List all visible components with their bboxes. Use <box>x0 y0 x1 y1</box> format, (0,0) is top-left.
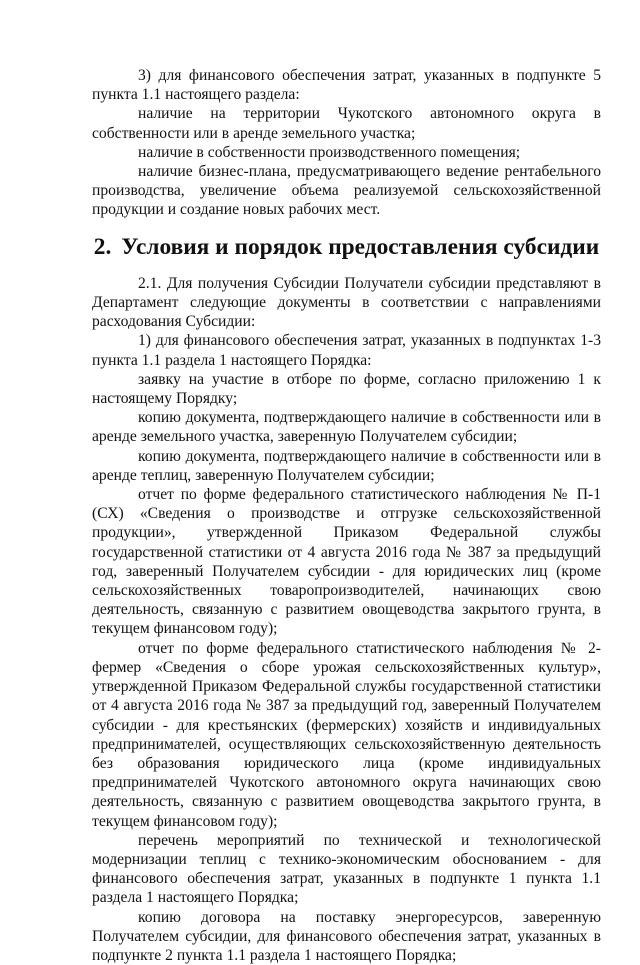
paragraph: 2.1. Для получения Субсидии Получатели субсидии представляют в Департамент следующие документы в соответствии с направлениями расходования Субсидии: <box>92 274 601 331</box>
section-heading <box>92 233 601 260</box>
paragraph: отчет по форме федерального статистического наблюдения № 2-фермер «Сведения о сборе урожая сельскохозяйственных культур», утвержденной Приказом Федеральной службы государственной статистики от 4 августа 2016 года № 387 за предыдущий год, заверенный Получателем субсидии - для крестьянских (фермерских) хозяйств и индивидуальных предпринимателей, осуществляющих сельскохозяйственную деятельность без образования юридического лица (кроме индивидуальных предпринимателей Чукотского автономного округа начинающих свою деятельность, связанную с развитием овощеводства закрытого грунта, в текущем финансовом году); <box>92 639 601 830</box>
paragraph: 1) для финансового обеспечения затрат, указанных в подпунктах 1-3 пункта 1.1 раздела 1 настоящего Порядка: <box>92 332 601 369</box>
section-number: 2. <box>93 233 112 260</box>
bottom-paragraphs <box>92 274 601 965</box>
paragraph: наличие бизнес-плана, предусматривающего ведение рентабельного производства, увеличение объема реализуемой сельскохозяйственной продукции и создание новых рабочих мест. <box>92 163 601 219</box>
paragraph: перечень мероприятий по технической и технологической модернизации теплиц с технико-экономическим обоснованием - для финансового обеспечения затрат, указанных в подпункте 1 пункта 1.1 раздела 1 настоящего Порядка; <box>92 831 601 907</box>
paragraph: отчет по форме федерального статистического наблюдения № П-1 (СХ) «Сведения о производстве и отгрузке сельскохозяйственной продукции», утвержденной Приказом Федеральной службы государственной статистики от 4 августа 2016 года № 387 за предыдущий год, заверенный Получателем субсидии - для юридических лиц (кроме сельскохозяйственных товаропроизводителей, начинающих свою деятельность, связанную с развитием овощеводства закрытого грунта, в текущем финансовом году); <box>92 486 601 638</box>
paragraph: заявку на участие в отборе по форме, согласно приложению 1 к настоящему Порядку; <box>92 370 601 408</box>
paragraph: копию документа, подтверждающего наличие в собственности или в аренде земельного участка, заверенную Получателем субсидии; <box>92 409 601 446</box>
paragraph: наличие на территории Чукотского автономного округа в собственности или в аренде земельного участка; <box>92 105 601 142</box>
paragraph: копию документа, подтверждающего наличие в собственности или в аренде теплиц, заверенную Получателем субсидии; <box>92 447 601 484</box>
section-title: Условия и порядок предоставления субсидии <box>121 233 600 260</box>
paragraph: наличие в собственности производственного помещения; <box>138 143 521 161</box>
paragraph: копию договора на поставку энергоресурсов, заверенную Получателем субсидии, для финансового обеспечения затрат, указанных в подпункте 2 пункта 1.1 раздела 1 настоящего Порядка; <box>92 908 601 964</box>
top-paragraphs <box>92 66 601 220</box>
paragraph: 3) для финансового обеспечения затрат, указанных в подпункте 5 пункта 1.1 настоящего раздела: <box>92 67 601 104</box>
